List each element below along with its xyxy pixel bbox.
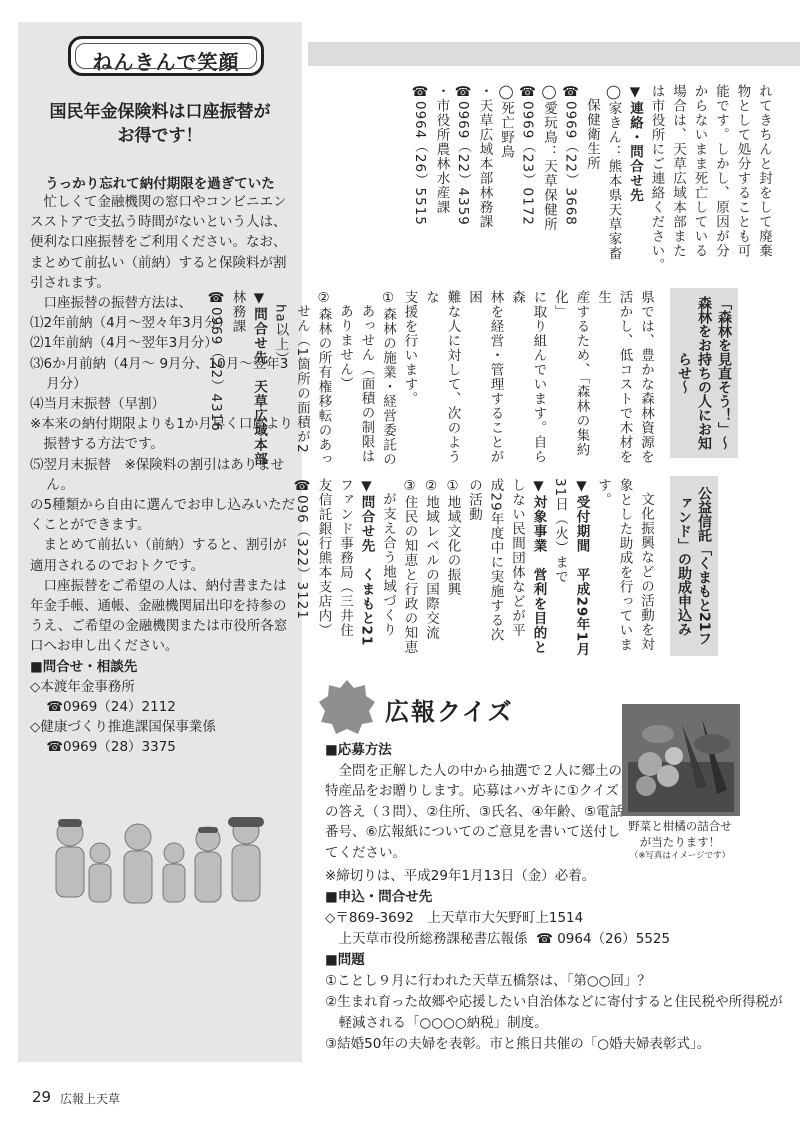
contact-line: ◯家きん：熊本県天草家畜 <box>605 84 622 261</box>
column-heading-line2: お得です！ <box>117 126 203 146</box>
text-line: 文化振興などの活動を対 <box>638 491 654 651</box>
contact-line: ◯愛玩鳥：天草保健所 <box>541 84 557 232</box>
text-line: は市役所にご連絡ください。 <box>648 84 665 273</box>
deadline: ※締切りは、平成29年1月13日（金）必着。 <box>325 868 596 884</box>
caption-line1: 野菜と柑橘の詰合せ <box>628 819 732 833</box>
body-paragraph: 口座振替の振替方法は、 <box>43 295 192 312</box>
caption-note: （※写真はイメージです） <box>629 851 731 861</box>
contact-tel: ☎0969（22）4316 <box>208 290 224 432</box>
text-line: ha以上） <box>272 303 289 366</box>
produce-photo <box>622 704 740 816</box>
logo-text: ねんきんで笑顔 <box>92 50 240 74</box>
body-paragraph: まとめて前払い（前納）すると、割引が適用されるのでおトクです。 <box>30 537 287 574</box>
body-paragraph: の5種類から自由に選んでお申し込みいただくことができます。 <box>30 497 296 534</box>
family-illustration <box>38 807 278 909</box>
text-line: しない民間団体などが平 <box>509 478 525 638</box>
text-line: ③住民の知恵と行政の知恵 <box>401 478 418 655</box>
contact-tel: ☎0969（28）3375 <box>46 739 176 756</box>
tel: ☎ 0964（26）5525 <box>536 931 671 947</box>
fund-title: 公益信託「くまもと21ファンド」の助成申込み <box>670 476 718 656</box>
text-line: が支え合う地域づくり <box>380 491 396 637</box>
publication-name: 広報上天草 <box>60 1092 121 1106</box>
list-item: ⑷当月末振替（早割） <box>30 396 165 413</box>
question: ①ことし９月に行われた天草五橋祭は、「第○○回」？ <box>325 973 651 989</box>
contact-line: 保健衛生所 <box>584 97 600 170</box>
text-line: ①地域文化の振興 <box>444 478 461 597</box>
contact-label: ▼問合せ先 天草広域本部 <box>251 290 267 467</box>
text-line: 産するため、「森林の集約化」 <box>552 290 590 458</box>
note: ※本来の納付期限よりも1か月早く口座より振替する方法です。 <box>30 416 293 453</box>
list-item: ⑵1年前納（4月～翌年3月分） <box>30 335 218 352</box>
fund-text <box>291 478 657 660</box>
how-heading: ■応募方法 <box>325 742 392 758</box>
list-item: ⑴2年前納（4月～翌々年3月分） <box>30 315 232 332</box>
text-line: 象とした助成を行っています。 <box>595 478 633 652</box>
contact-line <box>325 929 785 950</box>
text-line: 支援を行います。 <box>401 290 418 406</box>
quiz-details <box>325 866 785 1055</box>
how-paragraph: 全問を正解した人の中から抽選で２人に郷土の特産品をお贈りします。応募はハガキに①クイズの答え（３問）、②住所、③氏名、④年齢、⑤電話番号、⑥広報紙についてのご意見を書いて送付してください。 <box>325 762 624 861</box>
text-line: ②地域レベルの国際交流 <box>423 478 439 640</box>
contact-line: 林務課 <box>229 290 246 334</box>
contact-line: ファンド事務局（三井住 <box>337 478 353 638</box>
contact-line: ・市役所農林水産課 <box>433 84 450 215</box>
text-line: れてきちんと封をして廃棄 <box>756 84 772 258</box>
question: ②生まれ育った故郷や応援したい自治体などに寄付すると住民税や所得税が軽減される「○○○○納税」制度。 <box>325 994 783 1031</box>
text-line: 物として処分することも可 <box>734 84 751 258</box>
caption-line2: が当たります！ <box>639 835 721 849</box>
question-heading: ■問題 <box>325 952 365 968</box>
text-line: からないまま死亡している <box>691 84 708 258</box>
section-top-bar <box>308 42 800 66</box>
list-item: ⑸翌月末振替 ※保険料の割引はありません。 <box>30 456 285 493</box>
org: 上天草市役所総務課秘書広報係 <box>338 931 528 947</box>
contact-label: ▼問合せ先 くまもと21 <box>358 478 375 647</box>
list-item: ⑶6か月前納（4月～ 9月分、10月～翌年3月分） <box>30 355 289 392</box>
text-line: ありません） <box>337 303 353 391</box>
apply-heading: ■申込・問合せ先 <box>325 889 433 905</box>
contact-line: ◯死亡野鳥 <box>498 84 514 159</box>
address: ◇〒869-3692 上天草市大矢野町上1514 <box>325 910 584 926</box>
text-line: 難な人に対して、次のような <box>423 290 461 464</box>
page-number: 29 <box>32 1088 52 1106</box>
text-line: ▼受付期間 平成29年1月 <box>573 478 590 657</box>
text-line: ▼対象事業 営利を目的と <box>530 478 547 655</box>
text-line: 31日（火）まで <box>552 478 568 585</box>
forest-title: 「森林を見直そう！」～森林をお持ちの人にお知らせ～ <box>670 288 738 458</box>
contact-name: ◇健康づくり推進課国保事業係 <box>30 719 216 736</box>
text-line: 能です。しかし、原因が分 <box>713 84 729 258</box>
contact-tel: ☎0969（22）3668 <box>562 84 579 226</box>
contact-line: 友信託銀行熊本支店内） <box>315 478 332 638</box>
text-line: に取り組んでいます。自ら森 <box>509 290 547 464</box>
contact-line: ・天草広域本部林務課 <box>476 84 493 229</box>
contact-tel: ☎096（322）3121 <box>294 478 310 620</box>
body-paragraph: 口座振替をご希望の人は、納付書または年金手帳、通帳、金融機関届出印を持参のうえ、ご希望の金融機関または市役所各窓口へお申し出ください。 <box>30 577 288 655</box>
body-paragraph: 忙しくて金融機関の窓口やコンビニエンスストアで支払う時間がないという人は、便利な口座振替をご利用ください。なお、まとめて前払い（前納）すると保険料が割引されます。 <box>30 194 287 291</box>
contact-heading: ■問合せ・相談先 <box>30 658 138 675</box>
bird-flu-text <box>409 84 775 282</box>
contact-tel: ☎0969（24）2112 <box>46 699 176 716</box>
nenkin-logo <box>68 36 264 76</box>
text-line: あっせん（面積の制限は <box>358 303 375 463</box>
text-line: 成29年度中に実施する次 <box>487 478 504 643</box>
column-subheading: うっかり忘れて納付期限を過ぎていた <box>45 176 275 192</box>
contact-name: ◇本渡年金事務所 <box>30 678 135 695</box>
text-line: 県では、豊かな森林資源を <box>638 290 654 464</box>
contact-tel: ☎0969（23）0172 <box>519 84 536 226</box>
contact-tel: ☎0969（22）4359 <box>455 84 471 226</box>
contact-label: ▼連絡・問合せ先 <box>627 84 643 203</box>
quiz-title: 広報クイズ <box>385 698 514 726</box>
text-line: ①森林の施業・経営委託の <box>380 290 396 467</box>
text-line: 場合は、天草広域本部また <box>670 84 686 258</box>
text-line: の活動 <box>466 478 482 522</box>
text-line: 活かし、低コストで木材を生 <box>595 290 633 464</box>
photo-caption <box>610 818 750 862</box>
text-line: 林を経営・管理することが困 <box>466 290 504 464</box>
forest-text <box>205 290 657 468</box>
question: ③結婚50年の夫婦を表彰。市と熊日共催の「○婚夫婦表彰式」。 <box>325 1036 711 1052</box>
quiz-how-to <box>325 740 625 863</box>
nenkin-column <box>18 22 302 1062</box>
text-line: せん（1箇所の面積が2 <box>294 303 310 454</box>
contact-tel: ☎0964（26）5515 <box>412 84 428 226</box>
text-line: ②森林の所有権移転のあっ <box>315 290 332 467</box>
quiz-badge-icon <box>318 678 376 736</box>
column-heading-line1: 国民年金保険料は口座振替が <box>49 102 271 122</box>
column-body <box>30 192 296 758</box>
